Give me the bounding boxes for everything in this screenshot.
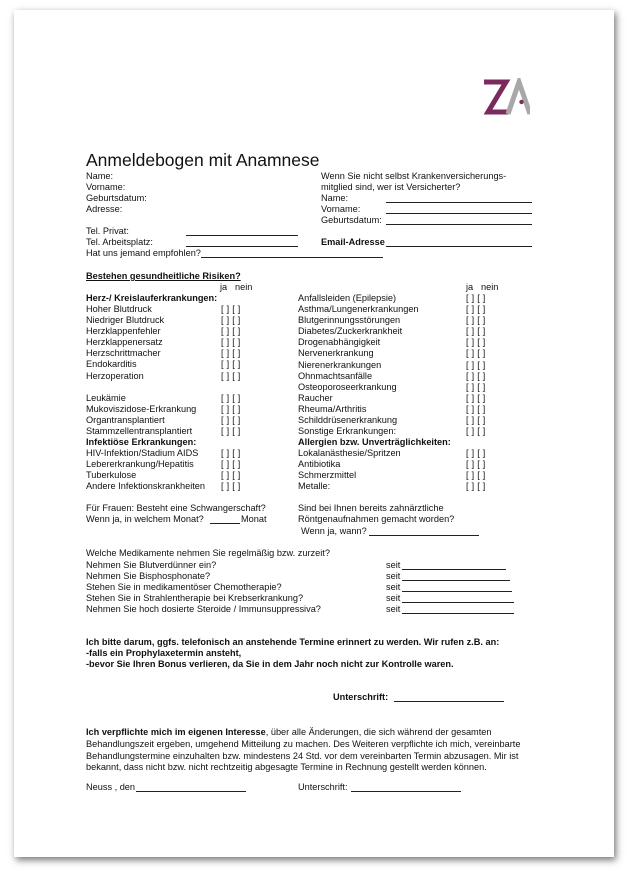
allergy-list bbox=[298, 448, 401, 492]
phone-private-line[interactable] bbox=[186, 235, 298, 236]
list-item: Raucher bbox=[298, 392, 333, 403]
checkbox-pair[interactable]: [ ] [ ] bbox=[466, 415, 486, 426]
reminder-line-3: -bevor Sie Ihren Bonus verlieren, da Sie in dem Jahr noch nicht zur Kontrolle waren. bbox=[86, 659, 454, 669]
list-item: Leukämie bbox=[86, 393, 126, 403]
field-label: Adresse: bbox=[86, 204, 123, 215]
footer-signature-label: Unterschrift: bbox=[298, 782, 348, 792]
list-item: Drogenabhängigkeit bbox=[298, 337, 381, 348]
checkbox-pair[interactable]: [ ] [ ] bbox=[221, 370, 241, 381]
list-item: Stehen Sie in medikamentöser Chemotherapie? bbox=[86, 582, 282, 593]
list-item: Hoher Blutdruck bbox=[86, 304, 152, 314]
referral-label: Hat uns jemand empfohlen? bbox=[86, 248, 201, 258]
nein-label-left: nein bbox=[235, 282, 253, 292]
checkbox-pair[interactable]: [ ] [ ] bbox=[466, 315, 486, 326]
checkbox-pair[interactable]: [ ] [ ] bbox=[466, 459, 486, 470]
checkbox-pair[interactable]: [ ] [ ] bbox=[466, 381, 486, 392]
seit-line[interactable] bbox=[402, 613, 514, 614]
nein-label-right: nein bbox=[481, 282, 499, 292]
insured-birth-line[interactable] bbox=[386, 224, 532, 225]
reminder-signature-label: Unterschrift: bbox=[333, 692, 389, 702]
list-item: Nervenerkrankung bbox=[298, 348, 374, 359]
checkbox-pair[interactable]: [ ] [ ] bbox=[221, 348, 241, 359]
checkbox-pair[interactable]: [ ] [ ] bbox=[221, 304, 241, 314]
email-line[interactable] bbox=[386, 246, 532, 247]
checkbox-pair[interactable]: [ ] [ ] bbox=[466, 337, 486, 348]
referral-line[interactable] bbox=[201, 257, 383, 258]
checkbox-pair[interactable]: [ ] [ ] bbox=[221, 481, 241, 492]
checkbox-pair[interactable]: [ ] [ ] bbox=[221, 404, 241, 415]
list-item: Diabetes/Zuckerkrankheit bbox=[298, 326, 403, 337]
checkbox-pair[interactable]: [ ] [ ] bbox=[466, 481, 486, 492]
heart-heading: Herz-/ Kreislauferkrankungen: bbox=[86, 293, 218, 303]
reminder-line-2: -falls ein Prophylaxetermin ansteht, bbox=[86, 648, 242, 658]
checkbox-pair[interactable]: [ ] [ ] bbox=[466, 426, 486, 437]
insured-intro-2: mitglied sind, wer ist Versicherter? bbox=[321, 182, 461, 192]
footer-signature-line[interactable] bbox=[351, 791, 461, 792]
list-item: Rheuma/Arthritis bbox=[298, 403, 367, 414]
list-item: Metalle: bbox=[298, 481, 331, 492]
xray-date-line[interactable] bbox=[369, 535, 479, 536]
infection-checkboxes[interactable] bbox=[221, 448, 241, 492]
xray-question-3: Wenn ja, wann? bbox=[301, 526, 367, 536]
insured-name-line[interactable] bbox=[386, 202, 532, 203]
checkbox-pair[interactable]: [ ] [ ] bbox=[221, 448, 241, 458]
obligation-bold: Ich verpflichte mich im eigenen Interesse bbox=[86, 727, 266, 737]
phone-work-line[interactable] bbox=[186, 246, 298, 247]
page-title: Anmeldebogen mit Anamnese bbox=[86, 150, 320, 170]
other-list bbox=[86, 393, 196, 437]
pregnancy-question: Für Frauen: Besteht eine Schwangerschaft? bbox=[86, 503, 266, 513]
list-item: Andere Infektionskrankheiten bbox=[86, 481, 206, 492]
checkbox-pair[interactable]: [ ] [ ] bbox=[221, 359, 241, 370]
ja-label-left: ja bbox=[220, 282, 228, 292]
list-item: Herzklappenfehler bbox=[86, 326, 161, 337]
checkbox-pair[interactable]: [ ] [ ] bbox=[221, 470, 241, 481]
insured-name-label: Name: bbox=[321, 193, 349, 203]
checkbox-pair[interactable]: [ ] [ ] bbox=[221, 315, 241, 326]
phone-work-label: Tel. Arbeitsplatz: bbox=[86, 237, 153, 247]
za-logo bbox=[482, 78, 530, 118]
list-item: Schmerzmittel bbox=[298, 470, 357, 481]
checkbox-pair[interactable]: [ ] [ ] bbox=[221, 393, 241, 403]
list-item: Mukoviszidose-Erkrankung bbox=[86, 404, 197, 415]
list-item: Stehen Sie in Strahlentherapie bei Krebserkrankung? bbox=[86, 593, 304, 604]
checkbox-pair[interactable]: [ ] [ ] bbox=[466, 293, 486, 303]
right-illness-list bbox=[298, 293, 419, 437]
list-item: Nehmen Sie Bisphosphonate? bbox=[86, 571, 211, 582]
allergy-checkboxes[interactable] bbox=[466, 448, 486, 492]
reminder-line-1: Ich bitte darum, ggfs. telefonisch an anstehende Termine erinnert zu werden. Wir rufen z.B. an: bbox=[86, 637, 500, 647]
checkbox-pair[interactable]: [ ] [ ] bbox=[221, 415, 241, 426]
list-item: Blutgerinnungsstörungen bbox=[298, 315, 401, 326]
email-label: Email-Adresse bbox=[321, 237, 385, 247]
heart-list bbox=[86, 304, 164, 382]
list-item: Schilddrüsenerkrankung bbox=[298, 415, 398, 426]
footer-place-label: Neuss , den bbox=[86, 782, 136, 792]
personal-fields bbox=[86, 171, 147, 215]
allergy-heading: Allergien bzw. Unverträglichkeiten: bbox=[298, 437, 451, 447]
checkbox-pair[interactable]: [ ] [ ] bbox=[466, 470, 486, 481]
list-item: Nehmen Sie hoch dosierte Steroide / Immunsuppressiva? bbox=[86, 604, 321, 615]
seit-label: seit bbox=[386, 571, 401, 582]
checkbox-pair[interactable]: [ ] [ ] bbox=[466, 403, 486, 414]
insured-vorname-line[interactable] bbox=[386, 213, 532, 214]
insured-intro-1: Wenn Sie nicht selbst Krankenversicherungs- bbox=[321, 171, 507, 181]
other-checkboxes[interactable] bbox=[221, 393, 241, 437]
list-item: Tuberkulose bbox=[86, 470, 137, 481]
seit-line[interactable] bbox=[402, 569, 506, 570]
checkbox-pair[interactable]: [ ] [ ] bbox=[221, 426, 241, 437]
list-item: Herzoperation bbox=[86, 370, 144, 381]
list-item: Anfallsleiden (Epilepsie) bbox=[298, 293, 397, 303]
list-item: Ohnmachtsanfälle bbox=[298, 370, 373, 381]
insured-vorname-label: Vorname: bbox=[321, 204, 361, 214]
list-item: Organtransplantiert bbox=[86, 415, 165, 426]
list-item: Osteoporoseerkrankung bbox=[298, 381, 397, 392]
list-item: Nehmen Sie Blutverdünner ein? bbox=[86, 560, 217, 570]
seit-line[interactable] bbox=[402, 602, 514, 603]
field-label: Vorname: bbox=[86, 182, 126, 193]
right-illness-checkboxes[interactable] bbox=[466, 293, 486, 437]
field-label: Name: bbox=[86, 171, 114, 181]
reminder-signature-line[interactable] bbox=[394, 701, 504, 702]
checkbox-pair[interactable]: [ ] [ ] bbox=[466, 348, 486, 359]
medication-seit-labels bbox=[386, 560, 400, 615]
seit-label: seit bbox=[386, 560, 401, 570]
seit-label: seit bbox=[386, 604, 401, 615]
list-item: Herzschrittmacher bbox=[86, 348, 161, 359]
checkbox-pair[interactable]: [ ] [ ] bbox=[466, 304, 486, 315]
obligation-text: , über alle Änderungen, die sich während der gesamten Behandlungszeit ergeben, umgehend Mitteilung zu machen. Des Weiteren verpflichte ich mich, vereinbarte Behandlungstermine einzuhalten bzw. mindestens 24 Std. vor dem vereinbarten Termin abzusagen. Mir ist bekannt, dass nicht bzw. nicht rechtzeitig abgesagte Termine in Rechnung gestellt werden können. bbox=[86, 727, 521, 773]
checkbox-pair[interactable]: [ ] [ ] bbox=[466, 359, 486, 370]
checkbox-pair[interactable]: [ ] [ ] bbox=[221, 326, 241, 337]
list-item: Asthma/Lungenerkrankungen bbox=[298, 304, 419, 315]
list-item: HIV-Infektion/Stadium AIDS bbox=[86, 448, 199, 458]
infection-heading: Infektiöse Erkrankungen: bbox=[86, 437, 197, 447]
checkbox-pair[interactable]: [ ] [ ] bbox=[466, 370, 486, 381]
seit-line[interactable] bbox=[402, 580, 510, 581]
medication-question: Welche Medikamente nehmen Sie regelmäßig bzw. zurzeit? bbox=[86, 548, 330, 558]
insured-birth-label: Geburtsdatum: bbox=[321, 215, 382, 225]
ja-label-right: ja bbox=[466, 282, 474, 292]
list-item: Endokarditis bbox=[86, 359, 137, 370]
list-item: Herzklappenersatz bbox=[86, 337, 163, 348]
xray-question-2: Röntgenaufnahmen gemacht worden? bbox=[298, 514, 455, 524]
list-item: Antibiotika bbox=[298, 459, 341, 470]
checkbox-pair[interactable]: [ ] [ ] bbox=[466, 392, 486, 403]
list-item: Lebererkrankung/Hepatitis bbox=[86, 459, 194, 470]
footer-date-line[interactable] bbox=[136, 791, 246, 792]
heart-checkboxes[interactable] bbox=[221, 304, 241, 382]
checkbox-pair[interactable]: [ ] [ ] bbox=[221, 459, 241, 470]
infection-list bbox=[86, 448, 205, 492]
pregnancy-month-prefix: Wenn ja, in welchem Monat? bbox=[86, 514, 204, 524]
list-item: Lokalanästhesie/Spritzen bbox=[298, 448, 401, 458]
list-item: Sonstige Erkrankungen: bbox=[298, 426, 397, 437]
field-label: Geburtsdatum: bbox=[86, 193, 147, 204]
pregnancy-month-line[interactable] bbox=[210, 523, 240, 524]
checkbox-pair[interactable]: [ ] [ ] bbox=[466, 326, 486, 337]
risks-heading: Bestehen gesundheitliche Risiken? bbox=[86, 271, 241, 281]
seit-label: seit bbox=[386, 593, 401, 604]
obligation-paragraph bbox=[86, 727, 526, 774]
checkbox-pair[interactable]: [ ] [ ] bbox=[221, 337, 241, 348]
medication-list bbox=[86, 560, 321, 615]
list-item: Nierenerkrankungen bbox=[298, 359, 382, 370]
xray-question-1: Sind bei Ihnen bereits zahnärztliche bbox=[298, 503, 444, 513]
seit-line[interactable] bbox=[402, 591, 512, 592]
seit-label: seit bbox=[386, 582, 401, 593]
pregnancy-month-suffix: Monat bbox=[241, 514, 267, 524]
checkbox-pair[interactable]: [ ] [ ] bbox=[466, 448, 486, 458]
phone-private-label: Tel. Privat: bbox=[86, 226, 129, 236]
list-item: Niedriger Blutdruck bbox=[86, 315, 165, 326]
list-item: Stammzellentransplantiert bbox=[86, 426, 193, 437]
